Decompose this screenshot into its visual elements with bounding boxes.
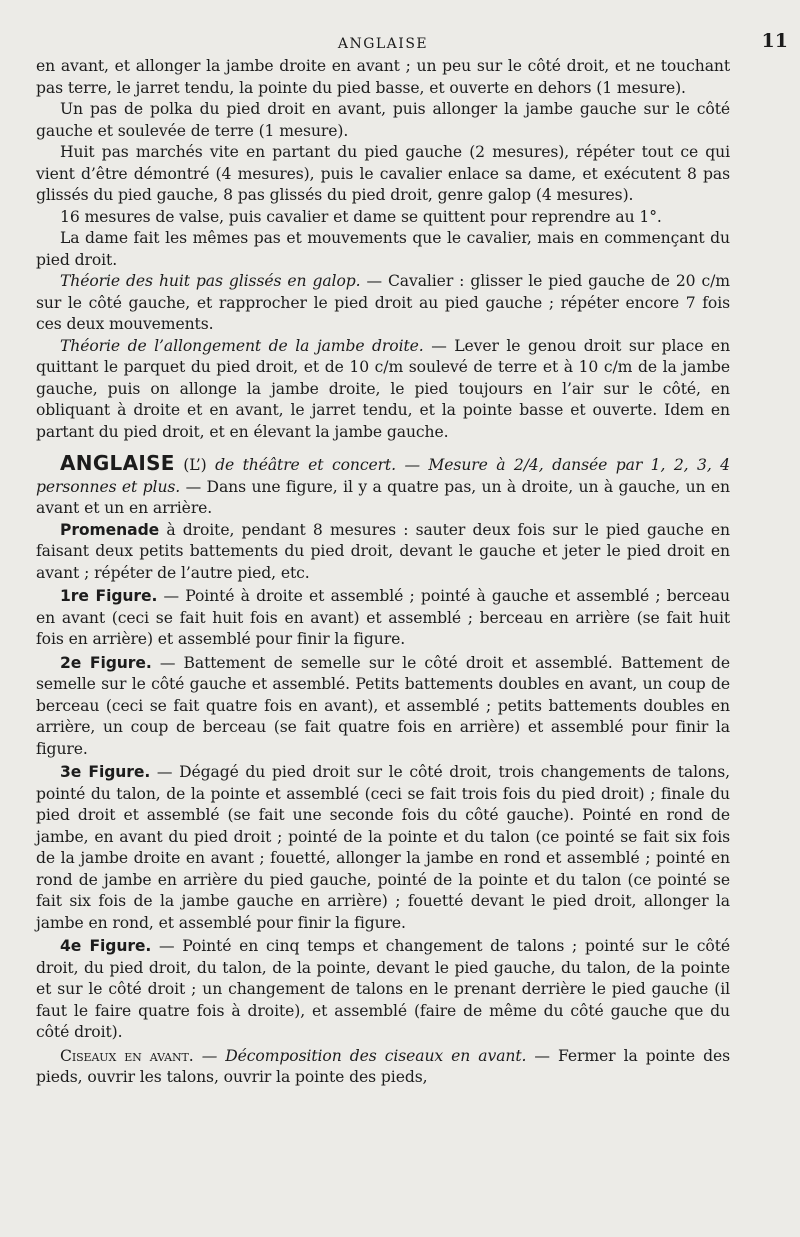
ciseaux-label: Ciseaux en avant.	[60, 1046, 194, 1065]
figure-2-label: 2e Figure.	[60, 653, 152, 672]
promenade-text: à droite, pendant 8 mesures : sauter deux fois sur le pied gauche en faisant deux petits battements du pied droit, devant le gauche et jeter le pied droit en avant ; répéter de l’autre pied, etc.	[36, 520, 730, 582]
paragraph-theorie-allongement	[36, 336, 730, 444]
paragraph-huit-pas: Huit pas marchés vite en partant du pied gauche (2 mesures), répéter tout ce qui vient d’être démontré (4 mesures), puis le cavalier enlace sa dame, et exécutent 8 pas glissés du pied gauche, 8 pas glissés du pied droit, genre galop (4 mesures).	[36, 143, 730, 204]
paragraph-figure-4	[36, 936, 730, 1044]
paragraph-promenade	[36, 520, 730, 585]
entry-anglaise	[36, 453, 730, 520]
paragraph-dame: La dame fait les mêmes pas et mouvements que le cavalier, mais en commençant du pied droit.	[36, 229, 730, 269]
running-head: ANGLAISE	[337, 36, 429, 52]
theorie-allongement-text: — Lever le genou droit sur place en quittant le parquet du pied droit, et de 10 c/m soulevé de terre et à 10 c/m de la jambe gauche, puis on allonge la jambe droite, le pied toujours en l’air sur le côté, en obliquant à droite et en avant, le jarret tendu, et la pointe basse et ouverte. Idem en partant du pied droit, et en élevant la jambe gauche.	[36, 336, 731, 441]
paragraph-figure-3	[36, 762, 730, 934]
entry-text: — Dans une figure, il y a quatre pas, un à droite, un à gauche, un en avant et un en arrière.	[36, 477, 730, 517]
theorie-galop-text: — Cavalier : glisser le pied gauche de 20 c/m sur le côté gauche, et rapprocher le pied droit au pied gauche ; répéter encore 7 fois ces deux mouvements.	[36, 272, 730, 333]
promenade-label: Promenade	[60, 520, 160, 539]
figure-3-text: — Dégagé du pied droit sur le côté droit, trois changements de talons, pointé du talon, de la pointe et assemblé (ceci se fait trois fois du pied droit) ; finale du pied droit et assemblé (se fait une seconde fois du côté gauche). Pointé en rond de jambe, en avant du pied droit ; pointé de la pointe et du talon (ce pointé se fait six fois de la jambe droite en avant ; fouetté, allonger la jambe en rond et assemblé ; pointé en rond de jambe en arrière du pied gauche, pointé de la pointe et du talon (ce pointé se fait six fois de la jambe gauche en arrière) ; fouetté devant le pied droit, allonger la jambe en rond, et assemblé pour finir la figure.	[36, 763, 730, 932]
figure-2-text: — Battement de semelle sur le côté droit et assemblé. Battement de semelle sur le côté gauche et assemblé. Petits battements doubles en avant, un coup de berceau (ceci se fait quatre fois en avant), et assemblé ; petits battements doubles en arrière, un coup de berceau (se fait quatre fois en arrière) et assemblé pour finir la figure.	[36, 653, 730, 758]
entry-subtitle: de théâtre et concert. — Mesure à 2/4, dansée par 1, 2, 3, 4 personnes et plus.	[36, 456, 730, 496]
paragraph-figure-1	[36, 586, 730, 651]
paragraph-polka: Un pas de polka du pied droit en avant, puis allonger la jambe gauche sur le côté gauche et soulevée de terre (1 mesure).	[36, 100, 730, 140]
page-number: 11	[761, 30, 788, 52]
theorie-allongement-heading: Théorie de l’allongement de la jambe droite.	[60, 336, 424, 355]
ciseaux-heading: — Décomposition des ciseaux en avant.	[193, 1046, 527, 1065]
figure-1-label: 1re Figure.	[60, 587, 158, 605]
paragraph-continuation: en avant, et allonger la jambe droite en avant ; un peu sur le côté droit, et ne touchant pas terre, le jarret tendu, la pointe du pied basse, et ouverte en dehors (1 mesure).	[36, 57, 730, 97]
entry-article: (L’)	[174, 456, 216, 474]
paragraph-ciseaux	[36, 1046, 730, 1089]
figure-1-text: — Pointé à droite et assemblé ; pointé à gauche et assemblé ; berceau en avant (ceci se fait huit fois en avant) et assemblé ; berceau en arrière (se fait huit fois en arrière) et assemblé pour finir la figure.	[36, 587, 730, 648]
figure-4-text: — Pointé en cinq temps et changement de talons ; pointé sur le côté droit, du pied droit, du talon, de la pointe, devant le pied gauche, du talon, de la pointe et sur le côté droit ; un changement de talons en le prenant derrière le pied gauche (il faut le faire quatre fois à droite), et assemblé (faire de même du côté gauche que du côté droit).	[36, 937, 730, 1041]
figure-4-label: 4e Figure.	[60, 937, 152, 955]
paragraph-figure-2	[36, 653, 730, 761]
figure-3-label: 3e Figure.	[60, 763, 151, 781]
paragraph-theorie-galop	[36, 271, 730, 336]
theorie-galop-heading: Théorie des huit pas glissés en galop.	[60, 272, 361, 290]
entry-title: ANGLAISE	[60, 451, 175, 475]
ciseaux-text: — Fermer la pointe des pieds, ouvrir les talons, ouvrir la pointe des pieds,	[36, 1046, 730, 1086]
page-header	[36, 28, 788, 56]
page-body	[36, 56, 730, 1089]
paragraph-valse: 16 mesures de valse, puis cavalier et dame se quittent pour reprendre au 1°.	[60, 207, 662, 226]
